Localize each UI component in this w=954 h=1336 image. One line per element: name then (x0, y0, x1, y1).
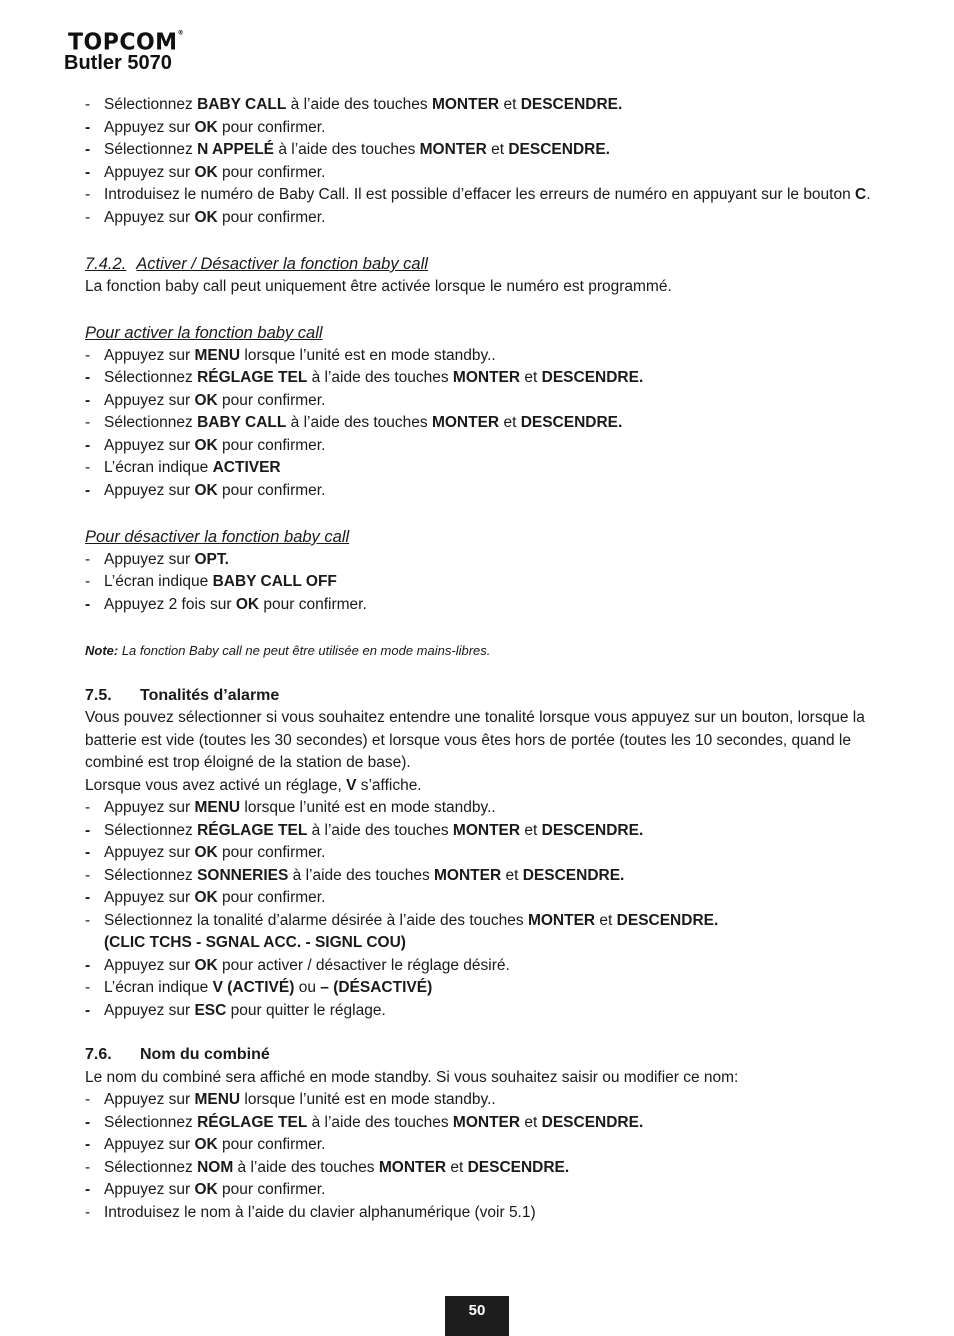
step-list (85, 797, 885, 1022)
list-item (85, 1089, 885, 1112)
list-item (85, 207, 885, 230)
section-heading-7-5: 7.5. Tonalités d’alarme (85, 686, 280, 704)
paragraph: Vous pouvez sélectionner si vous souhaitez entendre une tonalité lorsque vous appuyez sur un bouton, lorsque la batterie est vide (toutes les 30 secondes) et lorsque vous êtes hors de portée (toutes les 10 secondes, quand le combiné est trop éloigné de la station de base). (85, 709, 865, 771)
bullet-dash: - (85, 369, 91, 386)
list-item (85, 1112, 885, 1135)
note-text: La fonction Baby call ne peut être utilisée en mode mains-libres. (118, 643, 491, 658)
list-item (85, 977, 885, 1000)
list-item-text: L’écran indique BABY CALL OFF (104, 573, 337, 590)
list-item (85, 571, 885, 594)
note-label: Note: (85, 643, 119, 658)
bullet-dash: - (85, 573, 91, 590)
list-item-text: Sélectionnez RÉGLAGE TEL à l’aide des touches MONTER et DESCENDRE. (104, 1113, 644, 1131)
bullet-dash: - (85, 550, 91, 568)
list-item-text: Appuyez sur OK pour confirmer. (104, 391, 326, 409)
list-item-text: Sélectionnez SONNERIES à l’aide des touches MONTER et DESCENDRE. (104, 866, 625, 884)
list-item (85, 457, 885, 480)
paragraph: Lorsque vous avez activé un réglage, V s’affiche. (85, 776, 422, 794)
bullet-dash: - (85, 1158, 91, 1176)
bullet-dash: - (85, 141, 91, 158)
bullet-dash: - (85, 1203, 91, 1221)
bullet-dash: - (85, 844, 91, 861)
list-item-text: Sélectionnez RÉGLAGE TEL à l’aide des touches MONTER et DESCENDRE. (104, 369, 644, 386)
bullet-dash: - (85, 414, 91, 431)
bullet-dash: - (85, 118, 91, 136)
list-item (85, 117, 885, 140)
list-item-text: Appuyez sur MENU lorsque l’unité est en mode standby.. (104, 1091, 496, 1108)
list-item-text: Appuyez 2 fois sur OK pour confirmer. (104, 595, 367, 613)
list-item (85, 549, 885, 572)
section-heading-7-6: 7.6. Nom du combiné (85, 1046, 270, 1063)
deactivate-heading: Pour désactiver la fonction baby call (85, 528, 350, 546)
bullet-dash: - (85, 799, 91, 816)
bullet-dash: - (85, 436, 91, 454)
list-item (85, 162, 885, 185)
list-item-text: Appuyez sur OK pour confirmer. (104, 1181, 326, 1198)
list-item (85, 139, 885, 162)
list-item-text: Appuyez sur MENU lorsque l’unité est en mode standby.. (104, 799, 496, 816)
list-item-text: Appuyez sur OK pour activer / désactiver le réglage désiré. (104, 956, 510, 974)
brand-logo: TOPCOM® (68, 29, 185, 56)
subsection-heading-7-4-2: 7.4.2. Activer / Désactiver la fonction baby call (85, 255, 428, 273)
bullet-dash: - (85, 1113, 91, 1131)
list-item (85, 865, 885, 888)
list-item (85, 1134, 885, 1157)
list-item-text: Introduisez le numéro de Baby Call. Il est possible d’effacer les erreurs de numéro en appuyant sur le bouton C. (104, 186, 871, 203)
list-item-text: Appuyez sur OPT. (104, 550, 229, 568)
list-item (85, 1000, 885, 1023)
note (85, 640, 885, 663)
bullet-dash: - (85, 595, 91, 613)
paragraph: Le nom du combiné sera affiché en mode standby. Si vous souhaitez saisir ou modifier ce nom: (85, 1068, 739, 1086)
list-item (85, 1202, 885, 1225)
list-item-text: Appuyez sur OK pour confirmer. (104, 889, 326, 906)
list-item-text: Sélectionnez la tonalité d’alarme désirée à l’aide des touches MONTER et DESCENDRE. (CLIC TCHS - SGNAL ACC. - SIGNL COU) (104, 911, 719, 951)
list-item (85, 594, 885, 617)
list-item (85, 435, 885, 458)
list-item-text: Appuyez sur OK pour confirmer. (104, 481, 326, 499)
list-item-text: Sélectionnez BABY CALL à l’aide des touches MONTER et DESCENDRE. (104, 96, 623, 113)
list-item (85, 1157, 885, 1180)
list-item (85, 94, 885, 117)
list-item-text: L’écran indique V (ACTIVÉ) ou – (DÉSACTIVÉ) (104, 979, 433, 996)
bullet-dash: - (85, 1136, 91, 1153)
activate-heading: Pour activer la fonction baby call (85, 324, 323, 342)
bullet-dash: - (85, 1181, 91, 1198)
list-item (85, 910, 885, 955)
bullet-dash: - (85, 821, 91, 839)
list-item-text: Sélectionnez N APPELÉ à l’aide des touches MONTER et DESCENDRE. (104, 141, 610, 158)
bullet-dash: - (85, 866, 91, 884)
list-item (85, 887, 885, 910)
step-list (85, 549, 885, 617)
bullet-dash: - (85, 391, 91, 409)
bullet-dash: - (85, 1091, 91, 1108)
list-item (85, 1179, 885, 1202)
list-item-text: Appuyez sur MENU lorsque l’unité est en mode standby.. (104, 346, 496, 364)
list-item-text: Appuyez sur OK pour confirmer. (104, 1136, 326, 1153)
list-item-text: Sélectionnez BABY CALL à l’aide des touches MONTER et DESCENDRE. (104, 414, 623, 431)
bullet-dash: - (85, 208, 91, 226)
document-body (85, 94, 885, 1224)
step-list (85, 1089, 885, 1224)
list-item-text: Appuyez sur OK pour confirmer. (104, 163, 326, 181)
list-item-text: Appuyez sur OK pour confirmer. (104, 436, 326, 454)
list-item-text: Sélectionnez NOM à l’aide des touches MONTER et DESCENDRE. (104, 1158, 570, 1176)
step-list (85, 94, 885, 229)
list-item-text: Introduisez le nom à l’aide du clavier alphanumérique (voir 5.1) (104, 1203, 536, 1221)
list-item-text: L’écran indique ACTIVER (104, 459, 281, 476)
bullet-dash: - (85, 956, 91, 974)
list-item (85, 955, 885, 978)
bullet-dash: - (85, 346, 91, 364)
bullet-dash: - (85, 889, 91, 906)
list-item (85, 820, 885, 843)
step-list (85, 345, 885, 503)
list-item (85, 797, 885, 820)
bullet-dash: - (85, 96, 91, 113)
model-title: Butler 5070 (64, 52, 172, 74)
bullet-dash: - (85, 1001, 91, 1019)
list-item (85, 345, 885, 368)
list-item (85, 184, 885, 207)
list-item-text: Appuyez sur ESC pour quitter le réglage. (104, 1001, 386, 1019)
bullet-dash: - (85, 481, 91, 499)
bullet-dash: - (85, 911, 91, 929)
paragraph: La fonction baby call peut uniquement être activée lorsque le numéro est programmé. (85, 277, 672, 295)
bullet-dash: - (85, 163, 91, 181)
list-item (85, 842, 885, 865)
bullet-dash: - (85, 459, 91, 476)
list-item-text: Appuyez sur OK pour confirmer. (104, 118, 326, 136)
list-item-text: Appuyez sur OK pour confirmer. (104, 208, 326, 226)
list-item-text: Sélectionnez RÉGLAGE TEL à l’aide des touches MONTER et DESCENDRE. (104, 821, 644, 839)
list-item-text: Appuyez sur OK pour confirmer. (104, 844, 326, 861)
page-number: 50 (445, 1296, 509, 1336)
list-item (85, 390, 885, 413)
bullet-dash: - (85, 979, 91, 996)
list-item (85, 412, 885, 435)
list-item (85, 367, 885, 390)
bullet-dash: - (85, 186, 91, 203)
list-item (85, 480, 885, 503)
